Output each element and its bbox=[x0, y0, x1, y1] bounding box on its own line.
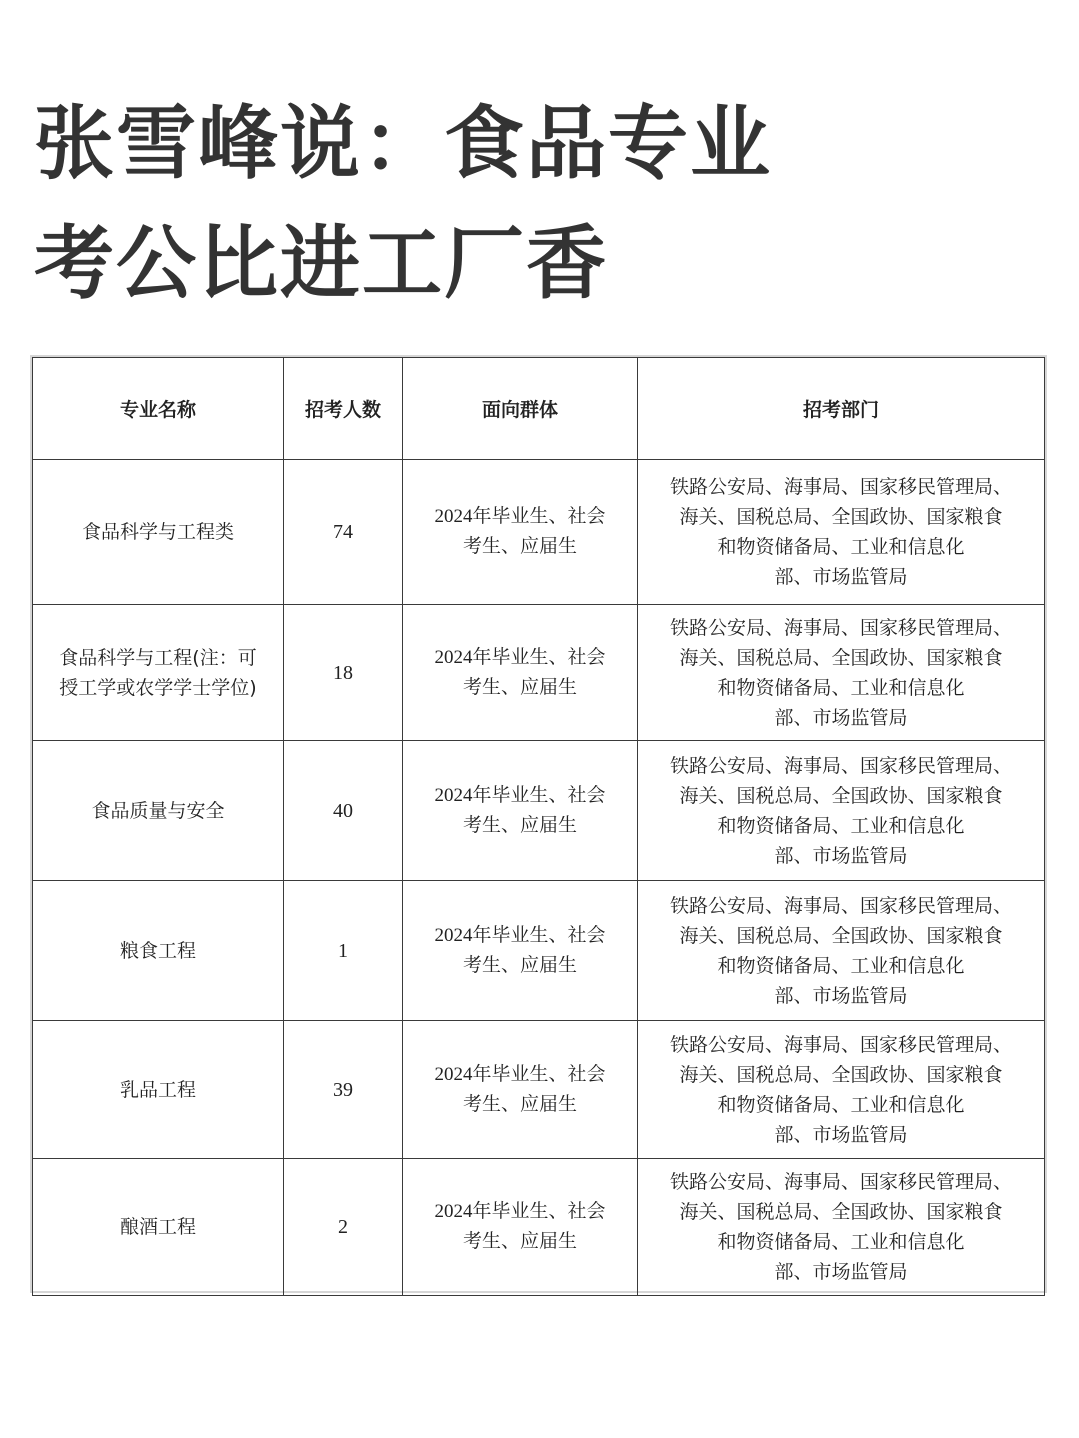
group-line: 2024年毕业生、社会 bbox=[434, 1201, 606, 1222]
group-cell bbox=[403, 1021, 638, 1159]
major-line: 乳品工程 bbox=[119, 1078, 196, 1101]
dept-line: 部、市场监管局 bbox=[774, 1261, 908, 1283]
count-cell: 18 bbox=[284, 605, 403, 741]
dept-line: 铁路公安局、海事局、国家移民管理局、 bbox=[669, 754, 1012, 777]
title-line-1: 张雪峰说：食品专业 bbox=[34, 97, 772, 190]
dept-line: 海关、国税总局、全国政协、国家粮食 bbox=[679, 784, 1003, 807]
group-line: 2024年毕业生、社会 bbox=[434, 1063, 606, 1085]
group-cell bbox=[403, 605, 638, 741]
group-cell bbox=[403, 460, 638, 605]
recruitment-table-frame bbox=[30, 355, 1047, 1293]
title-line-2: 考公比进工厂香 bbox=[34, 217, 608, 310]
recruitment-table bbox=[32, 357, 1045, 1296]
major-cell bbox=[33, 1021, 284, 1159]
group-line: 2024年毕业生、社会 bbox=[434, 924, 606, 946]
dept-line: 海关、国税总局、全国政协、国家粮食 bbox=[679, 646, 1003, 669]
group-cell bbox=[403, 881, 638, 1021]
count-cell: 40 bbox=[284, 741, 403, 881]
dept-line: 和物资储备局、工业和信息化 bbox=[717, 536, 965, 558]
dept-line: 海关、国税总局、全国政协、国家粮食 bbox=[679, 1063, 1003, 1086]
group-cell bbox=[403, 741, 638, 881]
department-cell bbox=[638, 1159, 1045, 1296]
count-cell: 39 bbox=[284, 1021, 403, 1159]
department-cell bbox=[638, 1021, 1045, 1159]
major-line: 授工学或农学学士学位) bbox=[59, 676, 257, 699]
department-cell bbox=[638, 460, 1045, 605]
group-line: 考生、应届生 bbox=[462, 814, 577, 836]
dept-line: 铁路公安局、海事局、国家移民管理局、 bbox=[669, 894, 1012, 917]
major-line: 食品质量与安全 bbox=[91, 799, 225, 822]
table-row bbox=[33, 1159, 1045, 1296]
major-cell bbox=[33, 1159, 284, 1296]
table-row bbox=[33, 1021, 1045, 1159]
major-line: 食品科学与工程类 bbox=[81, 521, 234, 543]
dept-line: 和物资储备局、工业和信息化 bbox=[717, 1093, 965, 1116]
major-line: 食品科学与工程(注：可 bbox=[59, 646, 257, 669]
page-title bbox=[34, 84, 1034, 324]
table-row bbox=[33, 605, 1045, 741]
dept-line: 海关、国税总局、全国政协、国家粮食 bbox=[679, 506, 1003, 528]
department-cell bbox=[638, 881, 1045, 1021]
major-cell bbox=[33, 881, 284, 1021]
major-line: 粮食工程 bbox=[119, 939, 196, 962]
group-line: 2024年毕业生、社会 bbox=[434, 646, 606, 668]
dept-line: 铁路公安局、海事局、国家移民管理局、 bbox=[669, 1033, 1012, 1056]
dept-line: 海关、国税总局、全国政协、国家粮食 bbox=[679, 1201, 1003, 1223]
dept-line: 部、市场监管局 bbox=[774, 844, 908, 867]
table-row bbox=[33, 460, 1045, 605]
group-line: 2024年毕业生、社会 bbox=[434, 506, 606, 527]
group-line: 2024年毕业生、社会 bbox=[434, 784, 606, 806]
group-line: 考生、应届生 bbox=[462, 536, 577, 557]
dept-line: 铁路公安局、海事局、国家移民管理局、 bbox=[669, 1171, 1012, 1193]
group-line: 考生、应届生 bbox=[462, 954, 577, 976]
header-department: 招考部门 bbox=[638, 358, 1045, 460]
dept-line: 部、市场监管局 bbox=[774, 1123, 908, 1146]
dept-line: 和物资储备局、工业和信息化 bbox=[717, 814, 965, 837]
department-cell bbox=[638, 605, 1045, 741]
major-line: 酿酒工程 bbox=[119, 1216, 196, 1238]
dept-line: 和物资储备局、工业和信息化 bbox=[717, 1231, 965, 1253]
dept-line: 铁路公安局、海事局、国家移民管理局、 bbox=[669, 476, 1012, 498]
group-cell bbox=[403, 1159, 638, 1296]
count-cell: 1 bbox=[284, 881, 403, 1021]
count-cell: 74 bbox=[284, 460, 403, 605]
dept-line: 铁路公安局、海事局、国家移民管理局、 bbox=[669, 616, 1012, 639]
header-group: 面向群体 bbox=[403, 358, 638, 460]
dept-line: 部、市场监管局 bbox=[774, 706, 908, 729]
dept-line: 部、市场监管局 bbox=[774, 984, 908, 1007]
table-row bbox=[33, 741, 1045, 881]
major-cell bbox=[33, 460, 284, 605]
dept-line: 和物资储备局、工业和信息化 bbox=[717, 676, 965, 699]
count-cell: 2 bbox=[284, 1159, 403, 1296]
table-row bbox=[33, 881, 1045, 1021]
group-line: 考生、应届生 bbox=[462, 1093, 577, 1115]
group-line: 考生、应届生 bbox=[462, 1231, 577, 1252]
table-header-row bbox=[33, 358, 1045, 460]
dept-line: 部、市场监管局 bbox=[774, 566, 908, 588]
dept-line: 和物资储备局、工业和信息化 bbox=[717, 954, 965, 977]
major-cell bbox=[33, 741, 284, 881]
header-count: 招考人数 bbox=[284, 358, 403, 460]
dept-line: 海关、国税总局、全国政协、国家粮食 bbox=[679, 924, 1003, 947]
major-cell bbox=[33, 605, 284, 741]
header-major: 专业名称 bbox=[33, 358, 284, 460]
department-cell bbox=[638, 741, 1045, 881]
group-line: 考生、应届生 bbox=[462, 676, 577, 698]
